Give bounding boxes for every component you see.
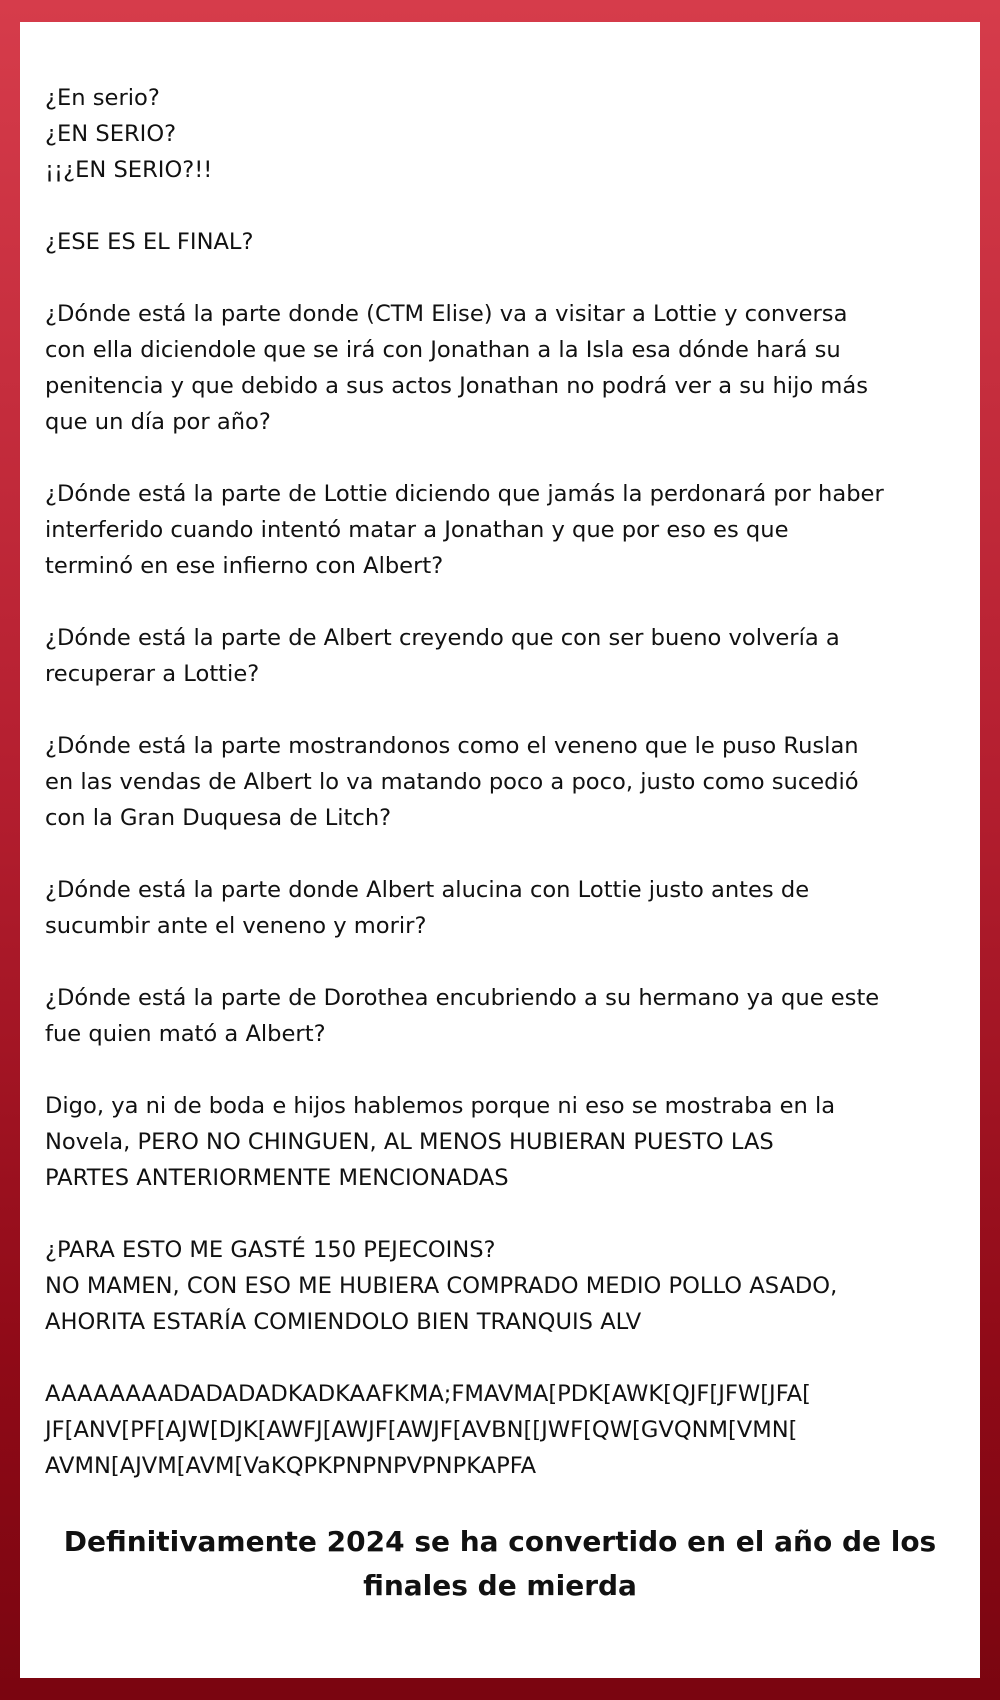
text-line: Novela, PERO NO CHINGUEN, AL MENOS HUBIERAN PUESTO LAS — [45, 1129, 774, 1155]
text-line: ¿Dónde está la parte donde (CTM Elise) va a visitar a Lottie y conversa — [45, 301, 848, 327]
paragraph-en-serio — [45, 80, 985, 188]
paragraph-alucina — [45, 872, 985, 944]
text-line: terminó en ese infierno con Albert? — [45, 553, 444, 579]
text-line: que un día por año? — [45, 409, 271, 435]
text-line: JF[ANV[PF[AJW[DJK[AWFJ[AWJF[AWJF[AVBN[[JWF[QW[GVQNM[VMN[ — [45, 1417, 798, 1443]
text-line: sucumbir ante el veneno y morir? — [45, 913, 427, 939]
paragraph-dorothea — [45, 980, 985, 1052]
paragraph-albert — [45, 620, 985, 692]
text-line: ¿EN SERIO? — [45, 121, 177, 147]
text-line: ¿En serio? — [45, 85, 160, 111]
closing-line: Definitivamente 2024 se ha convertido en el año de los — [63, 1525, 937, 1558]
text-line: AAAAAAAADADADADKADKAAFKMA;FMAVMA[PDK[AWK[QJF[JFW[JFA[ — [45, 1381, 811, 1407]
paragraph-elise — [45, 296, 985, 440]
post-body — [45, 80, 985, 1520]
paragraph-keysmash — [45, 1376, 985, 1484]
text-line: ¿PARA ESTO ME GASTÉ 150 PEJECOINS? — [45, 1237, 496, 1263]
text-line: AVMN[AJVM[AVM[VaKQPKPNPNPVPNPKAPFA — [45, 1453, 537, 1479]
closing-statement — [20, 1520, 980, 1608]
text-line: Digo, ya ni de boda e hijos hablemos porque ni eso se mostraba en la — [45, 1093, 836, 1119]
text-line: ¿Dónde está la parte de Lottie diciendo que jamás la perdonará por haber — [45, 481, 884, 507]
text-line: ¿Dónde está la parte de Dorothea encubriendo a su hermano ya que este — [45, 985, 880, 1011]
paragraph-pejecoins — [45, 1232, 985, 1340]
text-line: con la Gran Duquesa de Litch? — [45, 805, 392, 831]
text-line: ¿Dónde está la parte donde Albert alucina con Lottie justo antes de — [45, 877, 810, 903]
paragraph-boda — [45, 1088, 985, 1196]
text-line: penitencia y que debido a sus actos Jonathan no podrá ver a su hijo más — [45, 373, 868, 399]
text-line: ¿Dónde está la parte de Albert creyendo que con ser bueno volvería a — [45, 625, 840, 651]
text-line: fue quien mató a Albert? — [45, 1021, 326, 1047]
text-card — [20, 22, 980, 1678]
text-line: ¿Dónde está la parte mostrandonos como el veneno que le puso Ruslan — [45, 733, 859, 759]
text-line: recuperar a Lottie? — [45, 661, 260, 687]
text-line: NO MAMEN, CON ESO ME HUBIERA COMPRADO MEDIO POLLO ASADO, — [45, 1273, 838, 1299]
text-line: en las vendas de Albert lo va matando poco a poco, justo como sucedió — [45, 769, 859, 795]
text-line: con ella diciendole que se irá con Jonathan a la Isla esa dónde hará su — [45, 337, 841, 363]
paragraph-lottie — [45, 476, 985, 584]
text-line: PARTES ANTERIORMENTE MENCIONADAS — [45, 1165, 509, 1191]
paragraph-veneno — [45, 728, 985, 836]
closing-line: finales de mierda — [363, 1569, 637, 1602]
text-line: AHORITA ESTARÍA COMIENDOLO BIEN TRANQUIS ALV — [45, 1309, 642, 1335]
paragraph-final — [45, 224, 985, 260]
text-line: ¡¡¿EN SERIO?!! — [45, 157, 213, 183]
text-line: ¿ESE ES EL FINAL? — [45, 229, 254, 255]
text-line: interferido cuando intentó matar a Jonathan y que por eso es que — [45, 517, 789, 543]
